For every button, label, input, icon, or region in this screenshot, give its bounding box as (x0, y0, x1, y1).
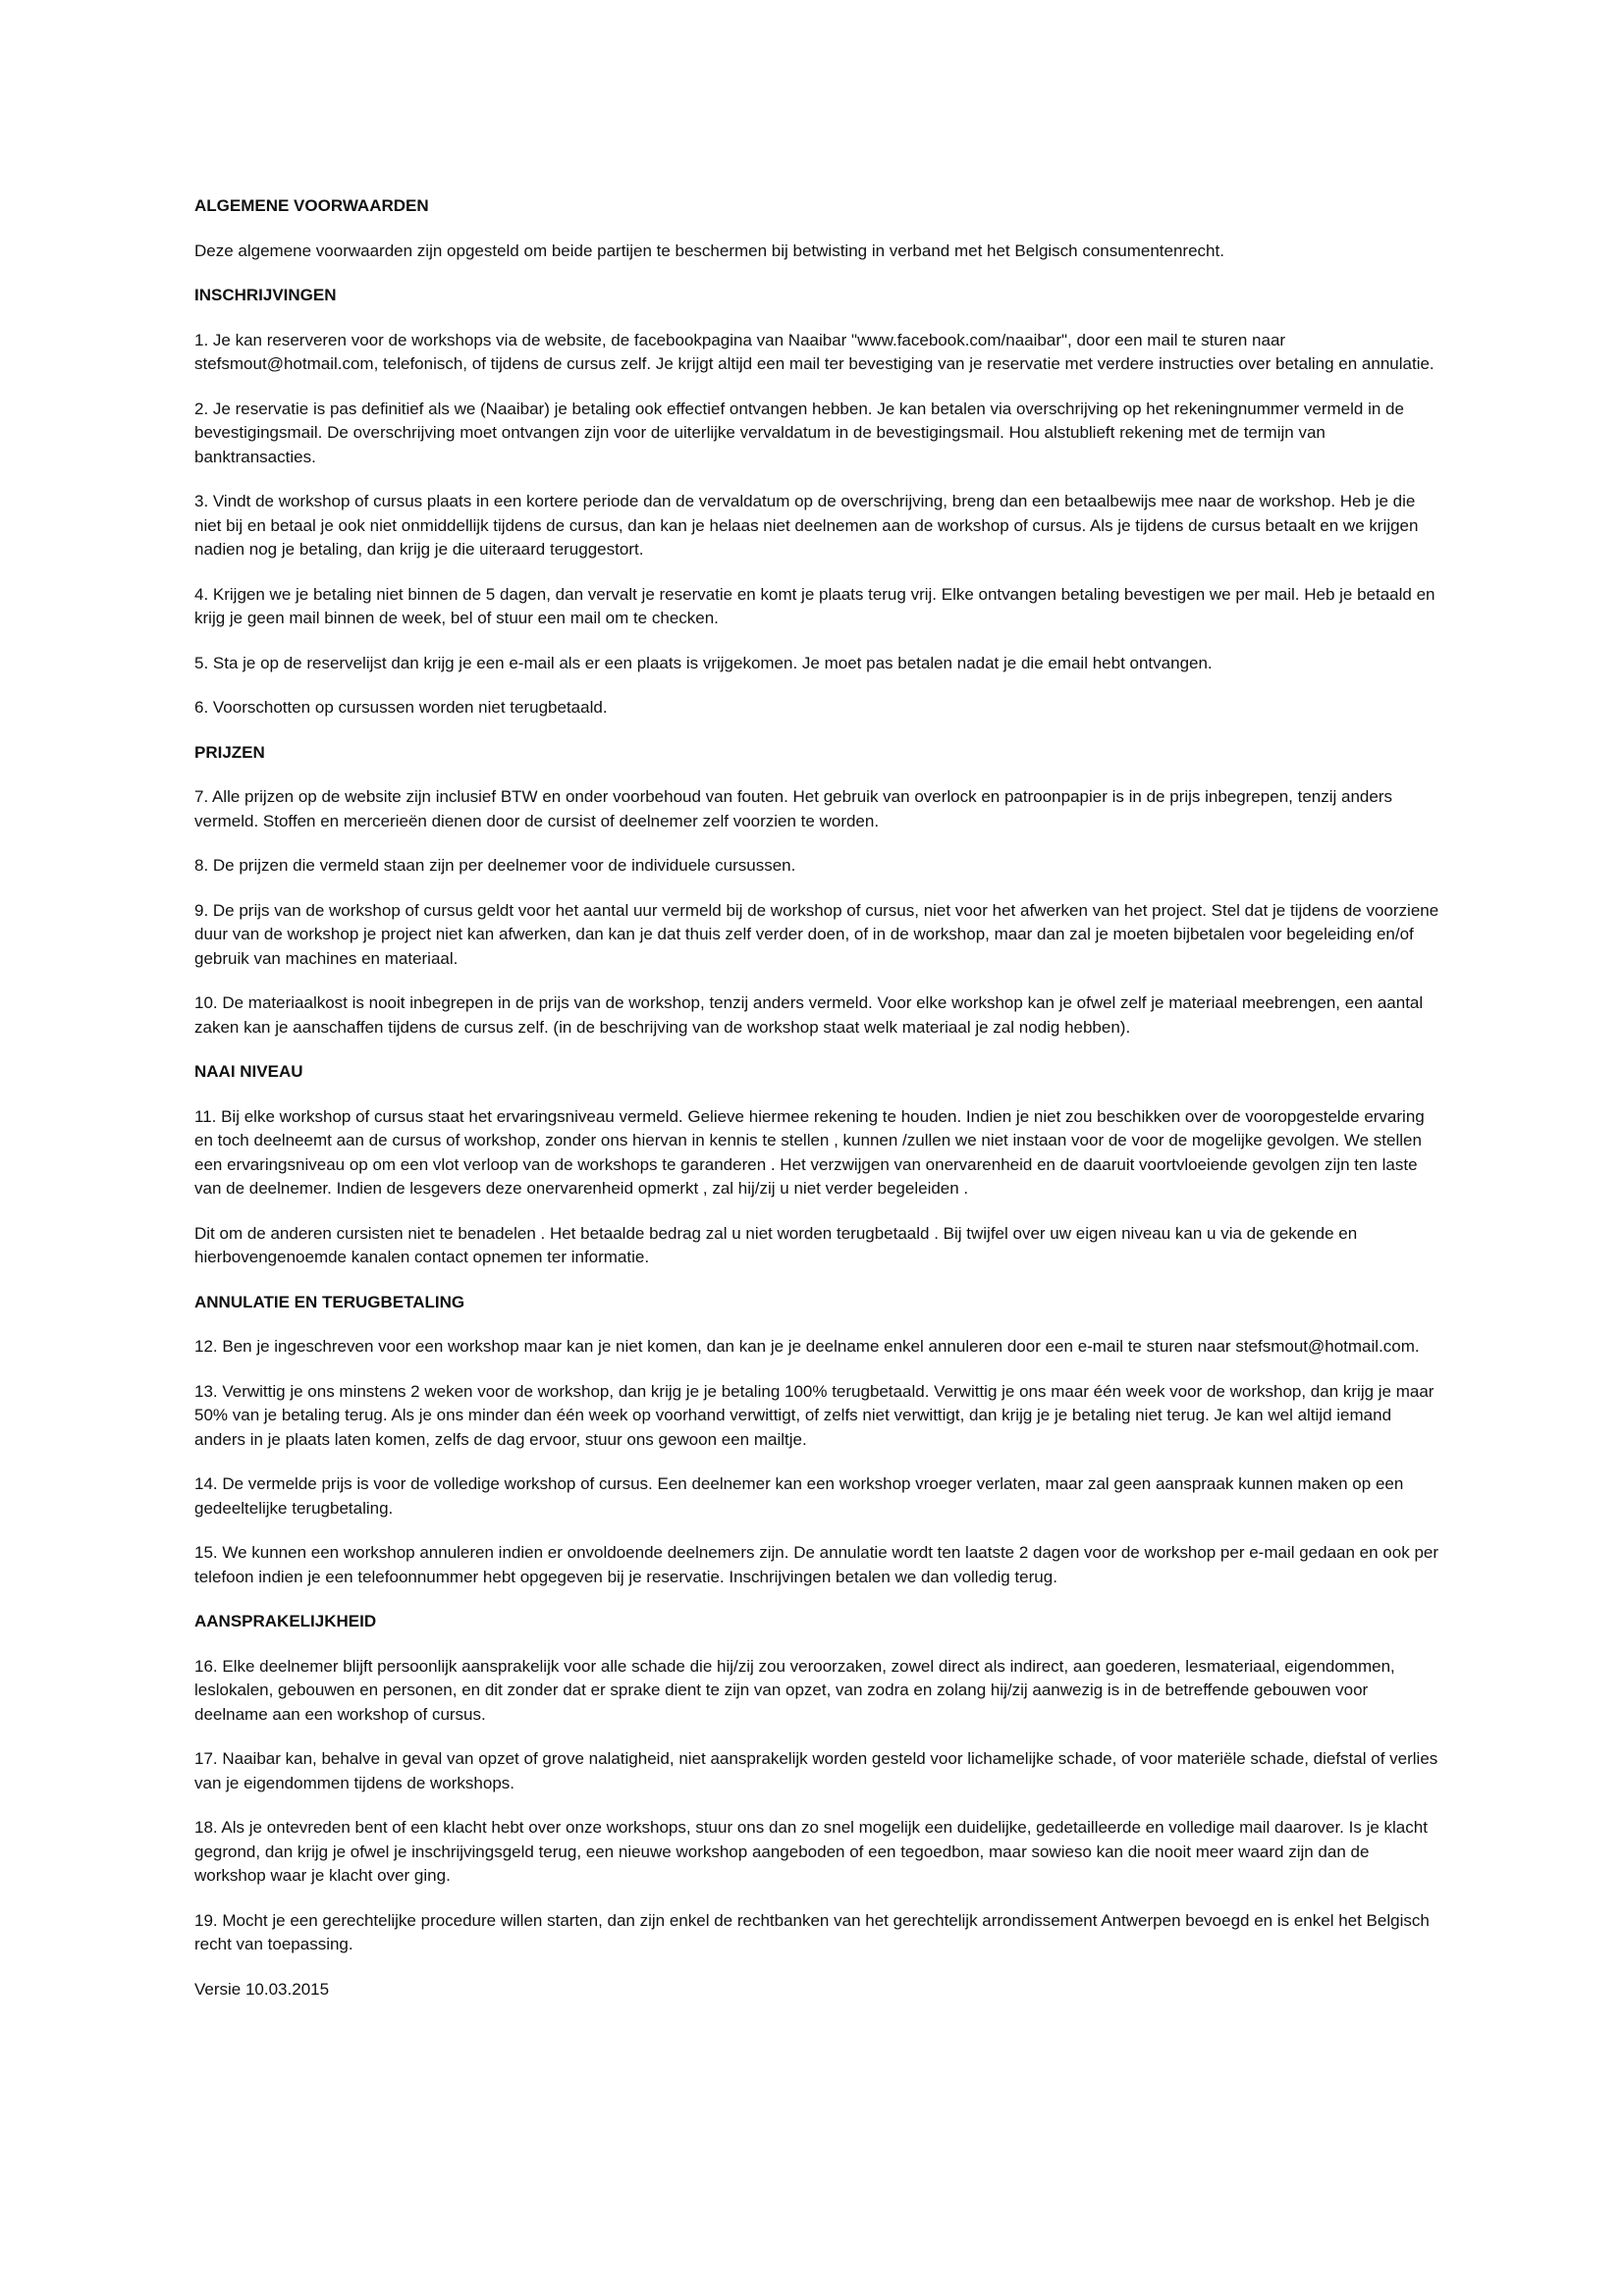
clause-2: 2. Je reservatie is pas definitief als we (Naaibar) je betaling ook effectief ontvangen hebben. Je kan betalen via overschrijving op het rekeningnummer vermeld in de bevestigingsmail. De overschrijving moet ontvangen zijn voor de uiterlijke vervaldatum in de bevestigingsmail. Hou alstublieft rekening met de termijn van banktransacties. (194, 399, 1404, 466)
clause-1: 1. Je kan reserveren voor de workshops via de website, de facebookpagina van Naaibar "www.facebook.com/naaibar", door een mail te sturen naar stefsmout@hotmail.com, telefonisch, of tijdens de cursus zelf. Je krijgt altijd een mail ter bevestiging van je reservatie met verdere instructies over betaling en annulatie. (194, 330, 1435, 373)
intro-paragraph: Deze algemene voorwaarden zijn opgesteld om beide partijen te beschermen bij betwisting in verband met het Belgisch consumentenrecht. (194, 240, 1224, 260)
section-heading-naai-niveau: NAAI NIVEAU (194, 1062, 303, 1081)
clause-16: 16. Elke deelnemer blijft persoonlijk aansprakelijk voor alle schade die hij/zij zou veroorzaken, zowel direct als indirect, aan goederen, lesmateriaal, eigendommen, leslokalen, gebouwen en personen, en dit zonder dat er sprake dient te zijn van opzet, van zodra en zolang hij/zij aanwezig is in de betreffende gebouwen voor deelname aan een workshop of cursus. (194, 1656, 1395, 1724)
version-label: Versie 10.03.2015 (194, 1979, 330, 1999)
clause-5: 5. Sta je op de reservelijst dan krijg je een e-mail als er een plaats is vrijgekomen. Je moet pas betalen nadat je die email hebt ontvangen. (194, 653, 1213, 672)
clause-3: 3. Vindt de workshop of cursus plaats in een kortere periode dan de vervaldatum op de overschrijving, breng dan een betaalbewijs mee naar de workshop. Heb je die niet bij en betaal je ook niet onmiddellijk tijdens de cursus, dan kan je helaas niet deelnemen aan de workshop of cursus. Als je tijdens de cursus betaalt en we krijgen nadien nog je betaling, dan krijg je die uiteraard teruggestort. (194, 492, 1419, 559)
terms-document (194, 194, 1441, 2002)
clause-11: 11. Bij elke workshop of cursus staat het ervaringsniveau vermeld. Gelieve hiermee rekening te houden. Indien je niet zou beschikken over de vooropgestelde ervaring en toch deelneemt aan de cursus of workshop, zonder ons hiervan in kennis te stellen , kunnen /zullen we niet instaan voor de voor de mogelijke gevolgen. We stellen een ervaringsniveau op om een vlot verloop van de workshops te garanderen . Het verzwijgen van onervarenheid en de daaruit voortvloeiende gevolgen zijn ten laste van de deelnemer. Indien de lesgevers deze onervarenheid opmerkt , zal hij/zij u niet verder begeleiden . (194, 1106, 1425, 1198)
section-heading-annulatie: ANNULATIE EN TERUGBETALING (194, 1292, 465, 1311)
clause-8: 8. De prijzen die vermeld staan zijn per deelnemer voor de individuele cursussen. (194, 856, 796, 875)
clause-18: 18. Als je ontevreden bent of een klacht hebt over onze workshops, stuur ons dan zo snel mogelijk een duidelijke, gedetailleerde en volledige mail daarover. Is je klacht gegrond, dan krijg je ofwel je inschrijvingsgeld terug, een nieuwe workshop aangeboden of een tegoedbon, maar sowieso kan die nooit meer waard zijn dan de workshop waar je klacht over ging. (194, 1818, 1428, 1885)
section-heading-inschrijvingen: INSCHRIJVINGEN (194, 286, 337, 304)
clause-11-continued: Dit om de anderen cursisten niet te benadelen . Het betaalde bedrag zal u niet worden terugbetaald . Bij twijfel over uw eigen niveau kan u via de gekende en hierbovengenoemde kanalen contact opnemen ter informatie. (194, 1223, 1358, 1266)
clause-7: 7. Alle prijzen op de website zijn inclusief BTW en onder voorbehoud van fouten. Het gebruik van overlock en patroonpapier is in de prijs inbegrepen, tenzij anders vermeld. Stoffen en mercerieën dienen door de cursist of deelnemer zelf voorzien te worden. (194, 787, 1392, 830)
clause-15: 15. We kunnen een workshop annuleren indien er onvoldoende deelnemers zijn. De annulatie wordt ten laatste 2 dagen voor de workshop per e-mail gedaan en ook per telefoon indien je een telefoonnummer hebt opgegeven bij je reservatie. Inschrijvingen betalen we dan volledig terug. (194, 1543, 1439, 1586)
clause-17: 17. Naaibar kan, behalve in geval van opzet of grove nalatigheid, niet aansprakelijk worden gesteld voor lichamelijke schade, of voor materiële schade, diefstal of verlies van je eigendommen tijdens de workshops. (194, 1749, 1438, 1792)
section-heading-prijzen: PRIJZEN (194, 742, 265, 762)
clause-14: 14. De vermelde prijs is voor de volledige workshop of cursus. Een deelnemer kan een workshop vroeger verlaten, maar zal geen aanspraak kunnen maken op een gedeeltelijke terugbetaling. (194, 1474, 1404, 1518)
clause-10: 10. De materiaalkost is nooit inbegrepen in de prijs van de workshop, tenzij anders vermeld. Voor elke workshop kan je ofwel zelf je materiaal meebrengen, een aantal zaken kan je aanschaffen tijdens de cursus zelf. (in de beschrijving van de workshop staat welk materiaal je zal nodig hebben). (194, 993, 1424, 1037)
clause-9: 9. De prijs van de workshop of cursus geldt voor het aantal uur vermeld bij de workshop of cursus, niet voor het afwerken van het project. Stel dat je tijdens de voorziene duur van de workshop je project niet kan afwerken, dan kan je dat thuis zelf verder doen, of in de workshop, maar dan zal je moeten bijbetalen voor begeleiding en/of gebruik van machines en materiaal. (194, 900, 1439, 968)
clause-6: 6. Voorschotten op cursussen worden niet terugbetaald. (194, 698, 608, 717)
document-title: ALGEMENE VOORWAARDEN (194, 196, 429, 215)
clause-4: 4. Krijgen we je betaling niet binnen de 5 dagen, dan vervalt je reservatie en komt je plaats terug vrij. Elke ontvangen betaling bevestigen we per mail. Heb je betaald en krijg je geen mail binnen de week, bel of stuur een mail om te checken. (194, 584, 1435, 627)
section-heading-aansprakelijkheid: AANSPRAKELIJKHEID (194, 1612, 377, 1630)
clause-19: 19. Mocht je een gerechtelijke procedure willen starten, dan zijn enkel de rechtbanken van het gerechtelijk arrondissement Antwerpen bevoegd en is enkel het Belgisch recht van toepassing. (194, 1910, 1430, 1953)
clause-13: 13. Verwittig je ons minstens 2 weken voor de workshop, dan krijg je je betaling 100% terugbetaald. Verwittig je ons maar één week voor de workshop, dan krijg je maar 50% van je betaling terug. Als je ons minder dan één week op voorhand verwittigt, of zelfs niet verwittigt, dan krijg je je betaling niet terug. Je kan wel altijd iemand anders in je plaats laten komen, zelfs de dag ervoor, stuur ons gewoon een mailtje. (194, 1381, 1435, 1449)
clause-12: 12. Ben je ingeschreven voor een workshop maar kan je niet komen, dan kan je je deelname enkel annuleren door een e-mail te sturen naar stefsmout@hotmail.com. (194, 1337, 1420, 1356)
